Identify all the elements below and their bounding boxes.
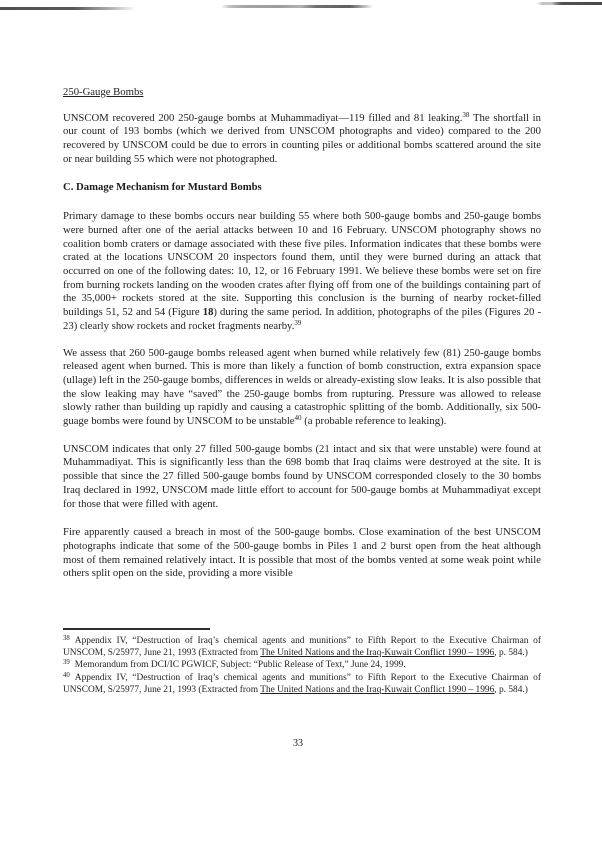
paragraph-agent-release-assessment	[63, 347, 541, 429]
section-heading-250-gauge-bombs: 250-Gauge Bombs	[63, 86, 144, 98]
footnote-number-39: 39	[63, 659, 70, 667]
heading-damage-mechanism-mustard-bombs: C. Damage Mechanism for Mustard Bombs	[63, 180, 262, 193]
figure-18-reference: 18	[202, 306, 214, 319]
page-number: 33	[293, 738, 303, 749]
text-run: We assess that 260 500-gauge bombs released agent when burned while relatively few (81) 250-gauge bombs released agent when burned. This is more than likely a function of bomb construction, extra expansion space (ullage) left in the 250-gauge bombs, differences in welds or already-existing slow leaks. It is also possible that the slow leaking may have “saved” the 250-gauge bombs from rupturing. Pressure was allowed to release slowly rather than building up rapidly and causing a catastrophic splitting of the bomb. Additionally, six 500-guage bombs were found by UNSCOM to be unstable	[63, 346, 541, 428]
cited-title: The United Nations and the Iraq-Kuwait Conflict 1990 – 1996	[260, 684, 495, 695]
footnotes-section	[63, 628, 541, 696]
document-body	[63, 86, 541, 581]
footnote-ref-39: 39	[294, 318, 302, 327]
paragraph-unscom-filled-bombs: UNSCOM indicates that only 27 filled 500-gauge bombs (21 intact and six that were unstable) were found at Muhammadiyat. This is significantly less than the 698 bomb that Iraq claims were destroyed at the site. It is possible that since the 27 filled 500-gauge bombs found by UNSCOM corresponded closely to the 30 bombs Iraq declared in 1992, UNSCOM made little effort to account for 500-gauge bombs at Muhammadiyat except for those that were filled with agent.	[63, 442, 541, 510]
scan-artifact-top-right	[537, 2, 602, 5]
text-run: Primary damage to these bombs occurs near building 55 where both 500-gauge bombs and 250-gauge bombs were burned after one of the aerial attacks between 10 and 16 February. UNSCOM photography shows no coalition bomb craters or damage associated with these five piles. Information indicates that these bombs were crated at the locations UNSCOM 20 inspectors found them, until they were burned during an attack that occurred on one of the following dates: 10, 12, or 16 February 1991. We believe these bombs were set on fire from burning rockets landing on the wooden crates after flying off from one of the buildings containing part of the 35,000+ rockets stored at the site. Supporting this conclusion is the burning of nearby rocket-filled buildings 51, 52 and 54 (Figure	[63, 210, 541, 319]
footnote-ref-40: 40	[294, 414, 302, 423]
text-run: Appendix IV, “Destruction of Iraq’s chemical agents and munitions” to Fifth Report to the Executive Chairman of UNSCOM, S/25977, June 21, 1993 (Extracted from	[63, 636, 541, 659]
footnote-38	[63, 635, 541, 659]
footnote-number-40: 40	[63, 671, 70, 679]
footnote-39	[63, 659, 541, 671]
scan-artifact-top-left	[0, 7, 136, 10]
footnote-ref-38: 38	[462, 110, 470, 119]
paragraph-unscom-recovery	[63, 112, 541, 167]
paragraph-fire-breach: Fire apparently caused a breach in most of the 500-gauge bombs. Close examination of the best UNSCOM photographs indicate that some of the 500-gauge bombs in Piles 1 and 2 burst open from the heat although most of them remained relatively intact. It is possible that most of the bombs vented at some weak point while others split open on the side, providing a more visible	[63, 526, 541, 580]
cited-title: The United Nations and the Iraq-Kuwait Conflict 1990 – 1996	[260, 648, 495, 659]
text-run: The shortfall in our count of 193 bombs (which we derived from UNSCOM photographs and video) compared to the 200 recovered by UNSCOM could be due to errors in counting piles or additional bombs scattered around the site or near building 55 which were not photographed.	[63, 111, 541, 165]
text-run: UNSCOM recovered 200 250-gauge bombs at Muhammadiyat—119 filled and 81 leaking.	[63, 111, 463, 124]
text-run: Appendix IV, “Destruction of Iraq’s chemical agents and munitions” to Fifth Report to the Executive Chairman of UNSCOM, S/25977, June 21, 1993 (Extracted from	[63, 672, 541, 695]
footnote-separator	[63, 628, 210, 630]
paragraph-primary-damage	[63, 210, 541, 333]
text-run: (a probable reference to leaking).	[301, 415, 447, 428]
footnote-40	[63, 672, 541, 696]
text-run: , p. 584.)	[494, 684, 528, 695]
text-run: , p. 584.)	[494, 648, 528, 659]
scan-artifact-top-middle	[221, 5, 373, 8]
footnote-number-38: 38	[63, 635, 70, 642]
text-run: Memorandum from DCI/IC PGWICF, Subject: “Public Release of Text,” June 24, 1999.	[74, 660, 406, 671]
text-run: ) during the same period. In addition, photographs of the piles (Figures 20 - 23) clearly show rockets and rocket fragments nearby.	[63, 306, 542, 332]
